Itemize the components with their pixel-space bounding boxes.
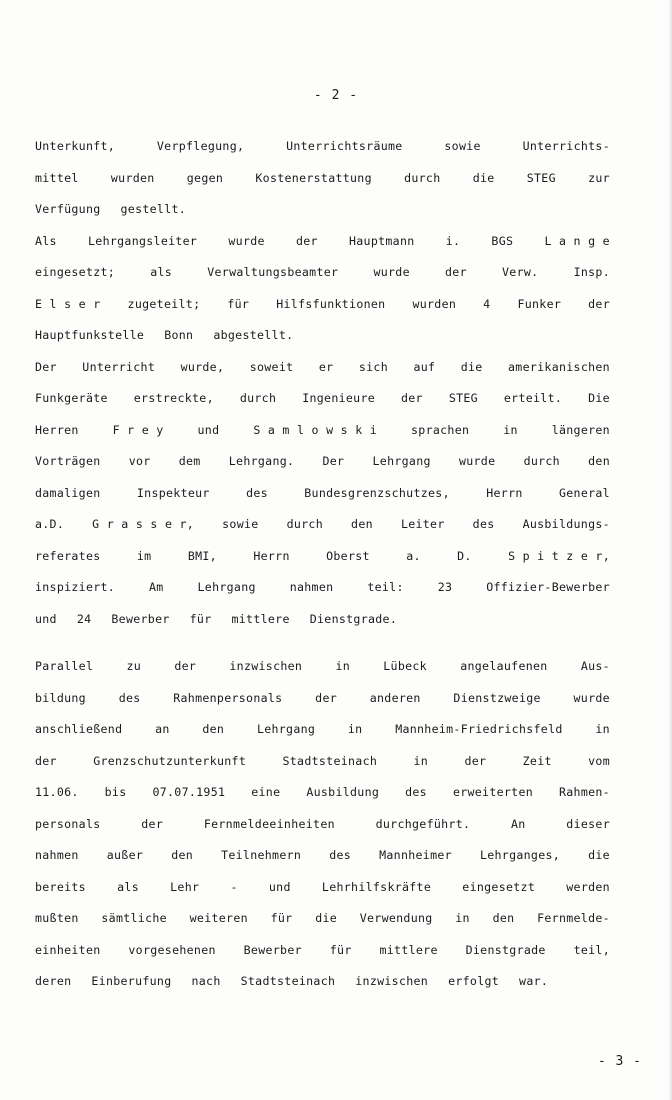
word: Lehrgang [372, 454, 431, 468]
word: Hauptfunkstelle [35, 328, 145, 342]
word: Der [35, 359, 57, 374]
word: Ingenieure [302, 391, 376, 405]
word: die [588, 848, 610, 862]
word: als [117, 879, 139, 894]
word: Dienstgrade. [309, 611, 398, 626]
word: nahmen [289, 580, 334, 594]
word: durchgeführt. [375, 816, 471, 831]
word: in [413, 753, 429, 768]
word: für [329, 942, 352, 957]
word: teil, [573, 942, 610, 957]
paragraph [35, 131, 610, 226]
word: dieser [566, 816, 610, 831]
word: wurden [110, 170, 155, 185]
word: mußten [35, 911, 79, 925]
word: Am [149, 580, 164, 594]
word: Ausbildungs- [522, 517, 610, 531]
word: Herrn [253, 548, 290, 563]
word: Kostenerstattung [255, 170, 372, 185]
text-line [35, 903, 610, 935]
word: war. [519, 974, 549, 988]
word: Vorträgen [35, 454, 101, 468]
text-line [35, 604, 610, 636]
word: Verpflegung, [156, 139, 245, 153]
word: Dienstzweige [453, 690, 541, 705]
word: der [295, 233, 318, 248]
paragraph-gap [35, 635, 610, 651]
word: Bundesgrenzschutzes, [304, 485, 450, 500]
word: Unterkunft, [35, 139, 116, 153]
word: für [270, 911, 293, 925]
word: wurde [458, 454, 496, 468]
word: in [503, 422, 518, 437]
word: als [150, 265, 173, 279]
word: - [230, 879, 238, 894]
word: soweit [249, 359, 294, 374]
word: An [511, 816, 526, 831]
word: durch [404, 170, 441, 185]
word: Verw. [502, 265, 539, 279]
word: L a n g e [544, 233, 610, 248]
word: Lehrgangsleiter [88, 233, 198, 248]
word: Stadtsteinach [240, 974, 336, 988]
word: durch [286, 517, 323, 531]
word: inzwischen [229, 659, 303, 673]
word: teil: [367, 580, 404, 594]
word: des [246, 485, 268, 500]
page-edge-shadow [668, 0, 672, 1100]
word: eingesetzt; [35, 265, 116, 279]
word: Leiter [400, 517, 445, 531]
text-line [35, 257, 610, 289]
word: er [318, 359, 334, 374]
word: a. [406, 548, 421, 563]
word: S a m l o w s k i [253, 422, 378, 437]
word: in [347, 722, 363, 736]
word: Zeit [522, 753, 552, 768]
word: referates [35, 548, 101, 563]
word: an [155, 722, 170, 736]
text-line [35, 194, 610, 226]
text-line [35, 352, 610, 384]
word: der [445, 265, 467, 279]
word: bildung [35, 690, 86, 705]
word: 4 [483, 296, 491, 311]
word: Mannheimer [379, 848, 452, 862]
word: außer [106, 848, 144, 862]
word: 07.07.1951 [152, 785, 226, 799]
word: G r a s s e r, [92, 517, 195, 531]
word: Inspekteur [136, 485, 210, 500]
word: eine [251, 785, 281, 799]
word: Verfügung [35, 202, 101, 216]
text-line [35, 809, 610, 841]
word: sowie [222, 517, 259, 531]
text-line [35, 163, 610, 195]
word: im [136, 548, 152, 563]
word: einheiten [35, 942, 101, 957]
word: Lehrhilfskräfte [321, 879, 432, 894]
text-line [35, 415, 610, 447]
word: Verwendung [359, 911, 433, 925]
text-line [35, 683, 610, 715]
word: Hauptmann [348, 233, 415, 248]
word: STEG [526, 170, 556, 185]
word: für [227, 296, 250, 311]
word: mittlere [379, 942, 438, 957]
word: angelaufenen [460, 659, 548, 673]
paragraph [35, 651, 610, 998]
word: BMI, [187, 548, 217, 563]
text-line [35, 572, 610, 604]
word: damaligen [35, 485, 101, 500]
word: S p i t z e r, [508, 548, 610, 563]
word: nahmen [35, 848, 79, 862]
word: dem [178, 454, 201, 468]
word: weiteren [189, 911, 248, 925]
page-number-top: - 2 - [313, 88, 359, 103]
word: Funker [517, 296, 562, 311]
word: Oberst [326, 548, 370, 563]
word: der [401, 391, 423, 405]
word: den [202, 722, 225, 736]
word: Rahmen- [559, 785, 610, 799]
text-line [35, 446, 610, 478]
word: D. [457, 548, 472, 563]
word: Lehrgang. [228, 454, 295, 468]
word: längeren [551, 422, 610, 437]
word: bis [104, 785, 127, 799]
word: und [268, 879, 291, 894]
word: für [189, 611, 212, 626]
word: Die [588, 391, 610, 405]
word: i. [445, 233, 461, 248]
word: durch [239, 391, 277, 405]
paragraph [35, 226, 610, 352]
word: anschließend [35, 722, 123, 736]
word: Lehr [170, 879, 200, 894]
word: auf [413, 359, 436, 374]
word: inspiziert. [35, 580, 116, 594]
text-line [35, 509, 610, 541]
word: in [595, 722, 610, 736]
word: die [460, 359, 483, 374]
word: STEG [448, 391, 478, 405]
text-line [35, 935, 610, 967]
word: wurden [412, 296, 457, 311]
word: Bonn [164, 328, 194, 342]
word: Offizier-Bewerber [486, 580, 610, 594]
word: vorgesehenen [128, 942, 216, 957]
word: 11.06. [35, 785, 79, 799]
text-line [35, 289, 610, 321]
word: des [405, 785, 427, 799]
word: den [492, 911, 515, 925]
word: Ausbildung [306, 785, 380, 799]
word: Lübeck [383, 659, 427, 673]
word: Lehrgang [197, 580, 256, 594]
word: Unterrichts- [522, 139, 610, 153]
word: wurde [373, 265, 410, 279]
word: personals [35, 816, 101, 831]
text-line [35, 714, 610, 746]
word: in [455, 911, 470, 925]
word: des [472, 517, 495, 531]
word: den [171, 848, 194, 862]
word: den [588, 454, 610, 468]
word: Unterrichtsräume [286, 139, 403, 153]
word: Als [35, 233, 57, 248]
word: der [35, 753, 57, 768]
text-line [35, 226, 610, 258]
word: Grenzschutzunterkunft [93, 753, 247, 768]
word: sich [358, 359, 388, 374]
word: erfolgt [448, 974, 500, 988]
text-line [35, 541, 610, 573]
word: a.D. [35, 517, 65, 531]
word: Fernmelde- [537, 911, 610, 925]
word: Stadtsteinach [282, 753, 378, 768]
text-line [35, 872, 610, 904]
word: durch [523, 454, 560, 468]
text-line [35, 651, 610, 683]
word: Dienstgrade [465, 942, 546, 957]
word: anderen [369, 690, 421, 705]
word: der [588, 296, 610, 311]
page-number-bottom: - 3 - [597, 1054, 642, 1069]
word: zur [588, 170, 610, 185]
word: und [197, 422, 220, 437]
word: 24 [76, 611, 92, 626]
word: zugeteilt; [127, 296, 201, 311]
word: mittel [35, 170, 79, 185]
word: der [174, 659, 197, 673]
word: sprachen [411, 422, 470, 437]
word: der [315, 690, 338, 705]
word: vor [128, 454, 151, 468]
word: der [141, 816, 164, 831]
word: General [559, 485, 610, 500]
word: mittlere [231, 611, 290, 626]
word: in [335, 659, 351, 673]
word: des [118, 690, 141, 705]
word: des [329, 848, 352, 862]
word: wurde [228, 233, 265, 248]
word: eingesetzt [462, 879, 536, 894]
word: Einberufung [91, 974, 172, 988]
word: gestellt. [120, 202, 187, 216]
word: erweiterten [452, 785, 534, 799]
word: Aus- [580, 659, 610, 673]
word: erteilt. [503, 391, 563, 405]
word: sowie [444, 139, 481, 153]
word: Lehrganges, [479, 848, 561, 862]
text-line [35, 840, 610, 872]
word: amerikanischen [508, 359, 610, 374]
word: Teilnehmern [221, 848, 302, 862]
word: werden [566, 879, 610, 894]
word: Herren [35, 422, 79, 437]
word: Hilfsfunktionen [276, 296, 386, 311]
word: bereits [35, 879, 86, 894]
word: Bewerber [111, 611, 170, 626]
word: sämtliche [101, 911, 167, 925]
word: Parallel [35, 659, 94, 673]
word: Rahmenpersonals [173, 690, 283, 705]
word: inzwischen [355, 974, 429, 988]
word: wurde, [180, 359, 225, 374]
text-line [35, 746, 610, 778]
word: abgestellt. [213, 328, 294, 342]
text-line [35, 383, 610, 415]
word: und [35, 611, 57, 626]
word: Verwaltungsbeamter [207, 265, 339, 279]
word: F r e y [112, 422, 164, 437]
word: Unterricht [82, 359, 156, 374]
word: 23 [437, 580, 453, 594]
word: wurde [573, 690, 610, 705]
word: BGS [491, 233, 514, 248]
text-line [35, 131, 610, 163]
word: zu [126, 659, 142, 673]
word: Mannheim-Friedrichsfeld [395, 722, 563, 736]
text-line [35, 320, 610, 352]
word: vom [588, 753, 610, 768]
word: Der [322, 454, 345, 468]
word: die [315, 911, 338, 925]
text-line [35, 966, 610, 998]
paragraph [35, 352, 610, 636]
word: nach [191, 974, 221, 988]
word: Insp. [573, 265, 610, 279]
word: E l s e r [35, 296, 101, 311]
word: Bewerber [243, 942, 302, 957]
word: Funkgeräte [35, 391, 108, 405]
body-text [35, 131, 610, 998]
word: Fernmeldeeinheiten [203, 816, 335, 831]
word: deren [35, 974, 72, 988]
word: Herrn [486, 485, 523, 500]
word: gegen [186, 170, 224, 185]
word: die [472, 170, 495, 185]
word: Lehrgang [256, 722, 316, 736]
word: erstreckte, [133, 391, 214, 405]
text-line [35, 777, 610, 809]
word: den [351, 517, 373, 531]
word: der [464, 753, 487, 768]
text-line [35, 478, 610, 510]
